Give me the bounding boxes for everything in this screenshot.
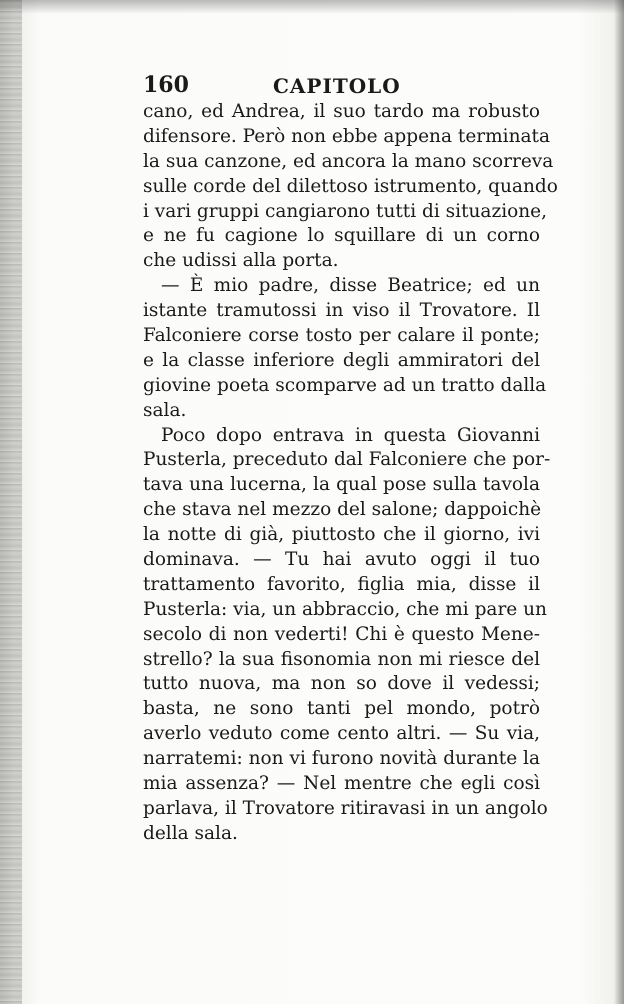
page-number: 160 (143, 72, 189, 98)
text-line: secolo di non vederti! Chi è questo Mene- (143, 623, 540, 645)
text-line: trattamento favorito, figlia mia, disse il (143, 573, 540, 595)
text-line: Pusterla: via, un abbraccio, che mi pare un (143, 598, 547, 620)
text-line: Falconiere corse tosto per calare il ponte; (143, 325, 540, 347)
text-line: Pusterla, preceduto dal Falconiere che por- (143, 449, 551, 471)
text-line: istante tramutossi in viso il Trovatore. Il (143, 300, 540, 322)
text-line: mia assenza? — Nel mentre che egli così (143, 773, 540, 795)
text-line: averlo veduto come cento altri. — Su via, (143, 723, 540, 745)
text-line: i vari gruppi cangiarono tutti di situazione, (143, 200, 548, 222)
page-top-edge (0, 0, 624, 14)
text-line: dominava. — Tu hai avuto oggi il tuo (143, 549, 540, 571)
text-line: difensore. Però non ebbe appena terminata (143, 125, 550, 147)
text-line: sulle corde del dilettoso istrumento, quando (143, 175, 558, 197)
text-line: strello? la sua fisonomia non mi riesce del (143, 648, 540, 670)
text-line: giovine poeta scomparve ad un tratto dalla (143, 374, 547, 396)
text-line: che stava nel mezzo del salone; dappoichè (143, 499, 542, 521)
text-line: della sala. (143, 822, 238, 844)
text-line: narratemi: non vi furono novità durante la (143, 748, 540, 770)
running-title: CAPITOLO (273, 74, 401, 98)
text-line: — È mio padre, disse Beatrice; ed un (161, 275, 540, 297)
text-line: che udissi alla porta. (143, 250, 339, 272)
text-line: la sua canzone, ed ancora la mano scorreva (143, 150, 554, 172)
text-line: basta, ne sono tanti pel mondo, potrò (143, 698, 540, 720)
text-line: tutto nuova, ma non so dove il vedessi; (143, 673, 540, 695)
text-line: e ne fu cagione lo squillare di un corno (143, 225, 540, 247)
text-line: parlava, il Trovatore ritiravasi in un angolo (143, 797, 548, 819)
text-line: Poco dopo entrava in questa Giovanni (161, 424, 540, 446)
text-line: e la classe inferiore degli ammiratori del (143, 349, 540, 371)
body-text (143, 100, 558, 847)
page-right-edge (614, 0, 624, 1004)
text-line: la notte di già, piuttosto che il giorno, ivi (143, 524, 540, 546)
text-line: tava una lucerna, la qual pose sulla tavola (143, 474, 540, 496)
text-line: cano, ed Andrea, il suo tardo ma robusto (143, 101, 540, 122)
page-binding-edge (0, 0, 22, 1004)
text-line: sala. (143, 399, 187, 421)
